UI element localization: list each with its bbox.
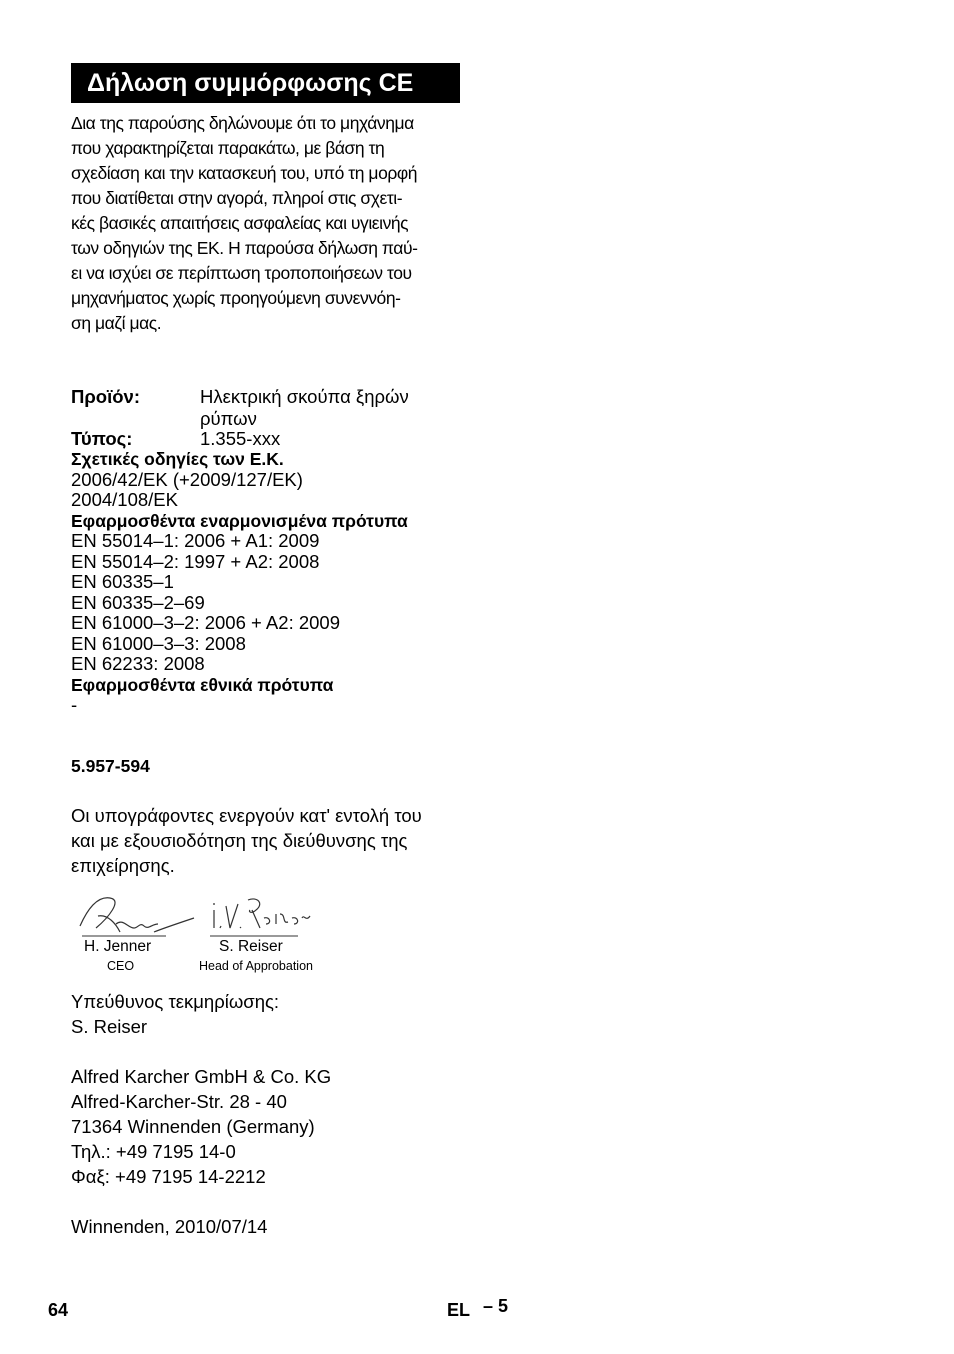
product-value-line: Ηλεκτρική σκούπα ξηρών [200, 386, 409, 407]
signature-name: S. Reiser [219, 938, 283, 955]
intro-paragraph [71, 111, 466, 336]
signatory-line: Οι υπογράφοντες ενεργούν κατ' εντολή του [71, 805, 422, 826]
place-date-text: Winnenden, 2010/07/14 [71, 1216, 268, 1237]
intro-line: ει να ισχύει σε περίπτωση τροποποιήσεων του [71, 263, 412, 283]
directive-item: 2004/108/ΕΚ [71, 489, 178, 510]
signature-block [68, 888, 338, 978]
documentation-label: Υπεύθυνος τεκμηρίωσης: [71, 991, 280, 1012]
place-date [71, 1214, 267, 1239]
address-line: Φαξ: +49 7195 14-2212 [71, 1166, 266, 1187]
document-number: 5.957-594 [71, 756, 150, 776]
signature-role: CEO [107, 959, 135, 973]
intro-line: ση μαζί μας. [71, 313, 162, 333]
type-label: Τύπος: [71, 428, 133, 449]
standard-item: EN 60335–2–69 [71, 591, 205, 613]
standard-item: EN 60335–1 [71, 571, 174, 592]
page-title: Δήλωση συμμόρφωσης CE [71, 63, 460, 103]
national-heading: Εφαρμοσθέντα εθνικά πρότυπα [71, 674, 334, 695]
documentation-responsible [71, 989, 279, 1039]
product-row [71, 384, 471, 429]
address-line: Alfred Karcher GmbH & Co. KG [71, 1066, 332, 1087]
language-code: EL [447, 1300, 471, 1320]
type-row [71, 429, 471, 449]
documentation-name: S. Reiser [71, 1016, 148, 1037]
national-item: - [71, 694, 78, 715]
intro-line: Δια της παρούσης δηλώνουμε ότι το μηχάνημα [71, 113, 414, 133]
standard-item: EN 55014–2: 1997 + A2: 2008 [71, 550, 320, 572]
page-number: 64 [48, 1300, 69, 1320]
intro-line: κές βασικές απαιτήσεις ασφαλείας και υγιεινής [71, 213, 409, 233]
product-specs [71, 384, 471, 716]
address-line: Alfred-Karcher-Str. 28 - 40 [71, 1091, 287, 1112]
intro-line: των οδηγιών της ΕΚ. Η παρούσα δήλωση παύ- [71, 238, 418, 258]
product-value-line: ρύπων [200, 408, 257, 429]
address-line: Τηλ.: +49 7195 14-0 [71, 1141, 236, 1162]
harmonized-heading: Εφαρμοσθέντα εναρμονισμένα πρότυπα [71, 510, 408, 531]
signatory-line: επιχείρησης. [71, 855, 175, 876]
signatory-line: και με εξουσιοδότηση της διεύθυνσης της [71, 830, 408, 851]
standard-item: EN 62233: 2008 [71, 653, 205, 674]
intro-line: σχεδίαση και την κατασκευή του, υπό τη μορφή [71, 163, 418, 183]
intro-line: που διατίθεται στην αγορά, πληροί στις σχετι- [71, 188, 403, 208]
standard-item: EN 55014–1: 2006 + A1: 2009 [71, 530, 320, 551]
signatory-statement [71, 803, 471, 878]
standard-item: EN 61000–3–3: 2008 [71, 632, 246, 654]
signature-name: H. Jenner [84, 938, 152, 955]
product-label: Προϊόν: [71, 386, 140, 407]
signature-role: Head of Approbation [199, 959, 313, 973]
type-value: 1.355-xxx [200, 428, 281, 449]
intro-line: μηχανήματος χωρίς προηγούμενη συνεννόη- [71, 288, 401, 308]
company-address [71, 1064, 331, 1189]
section-number: – 5 [483, 1296, 509, 1316]
directive-item: 2006/42/ΕΚ (+2009/127/ΕΚ) [71, 468, 303, 490]
standard-item: EN 61000–3–2: 2006 + A2: 2009 [71, 612, 340, 633]
intro-line: που χαρακτηρίζεται παρακάτω, με βάση τη [71, 138, 385, 158]
directives-heading: Σχετικές οδηγίες των Ε.Κ. [71, 449, 284, 469]
address-line: 71364 Winnenden (Germany) [71, 1116, 315, 1137]
